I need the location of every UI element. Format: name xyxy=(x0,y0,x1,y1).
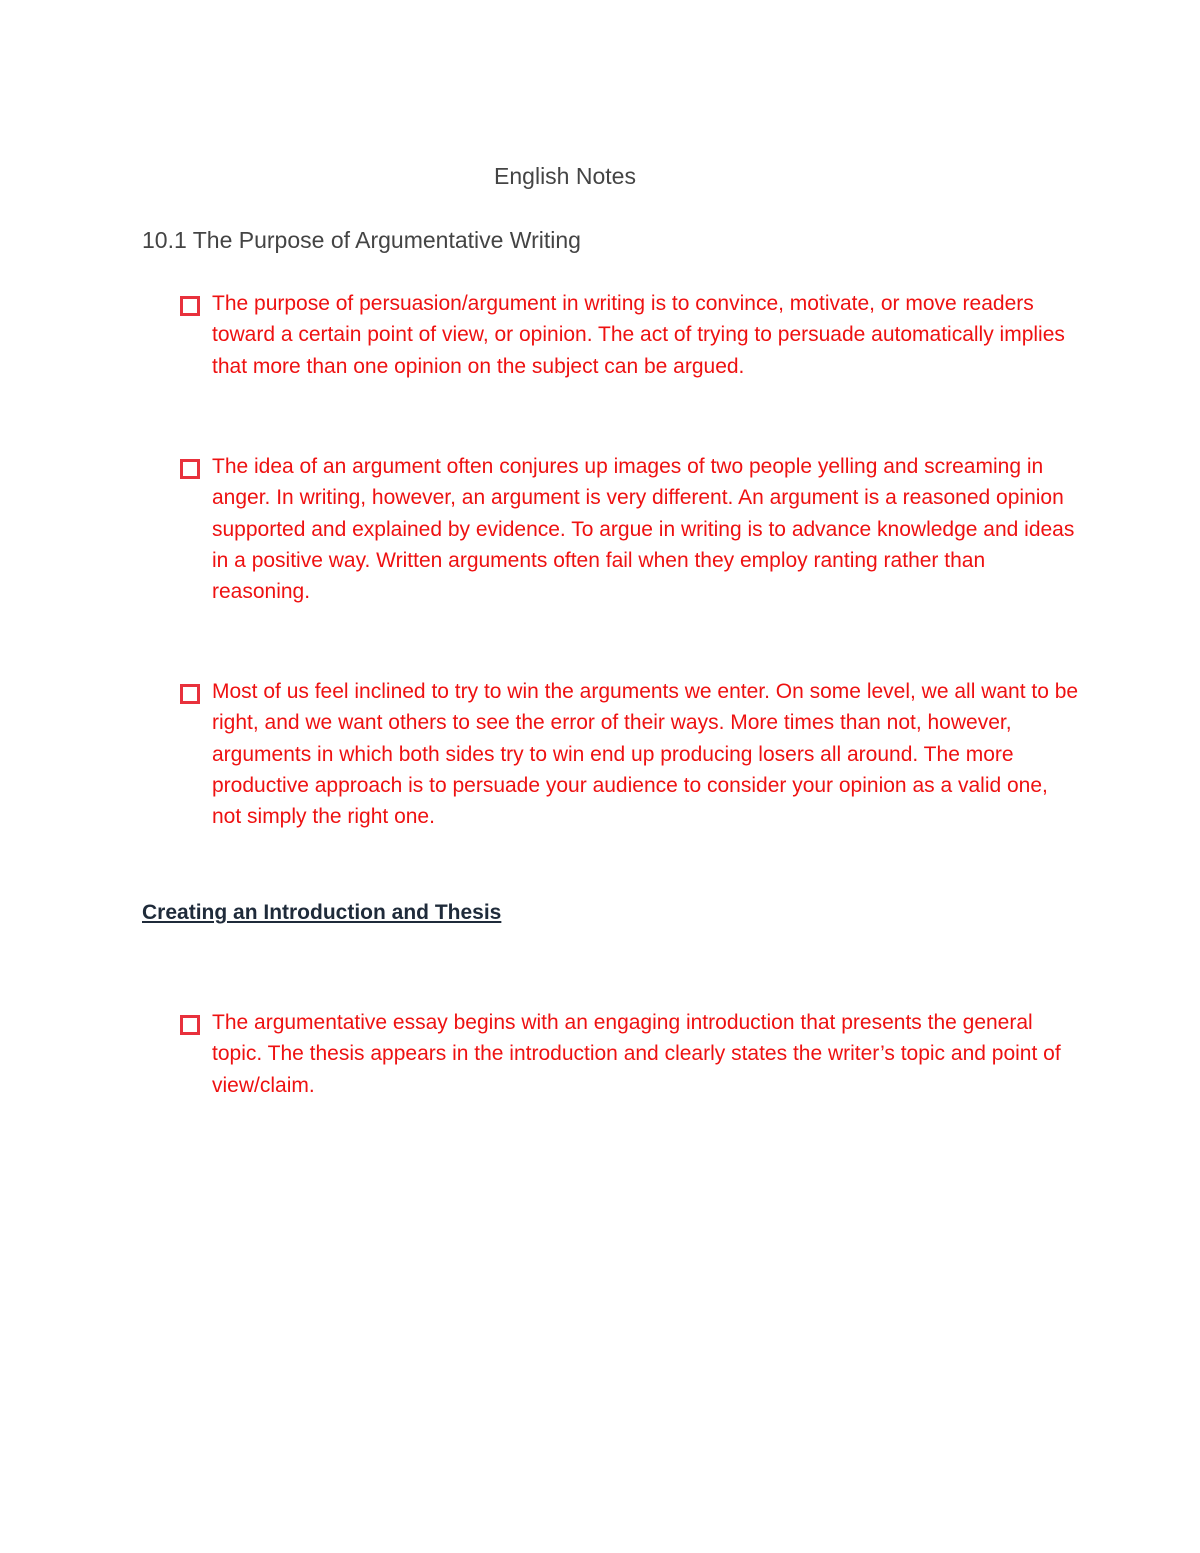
bullet-item xyxy=(180,1007,1080,1101)
checkbox-icon xyxy=(180,1015,200,1035)
checkbox-icon xyxy=(180,296,200,316)
bullet-item xyxy=(180,451,1080,607)
bullet-item xyxy=(180,676,1080,832)
subheading: Creating an Introduction and Thesis xyxy=(142,901,502,924)
bullet-text: Most of us feel inclined to try to win the arguments we enter. On some level, we all want to be right, and we want others to see the error of their ways. More times than not, however, arguments in which both sides try to win end up producing losers all around. The more productive approach is to persuade your audience to consider your opinion as a valid one, not simply the right one. xyxy=(212,680,1079,829)
document-title: English Notes xyxy=(494,163,636,189)
bullet-text: The purpose of persuasion/argument in writing is to convince, motivate, or move readers toward a certain point of view, or opinion. The act of trying to persuade automatically implies that more than one opinion on the subject can be argued. xyxy=(212,292,1065,378)
checkbox-icon xyxy=(180,684,200,704)
bullet-text: The idea of an argument often conjures up images of two people yelling and screaming in anger. In writing, however, an argument is very different. An argument is a reasoned opinion supported and explained by evidence. To argue in writing is to advance knowledge and ideas in a positive way. Written arguments often fail when they employ ranting rather than reasoning. xyxy=(212,455,1075,604)
section-heading: 10.1 The Purpose of Argumentative Writing xyxy=(142,227,581,253)
bullet-item xyxy=(180,288,1080,382)
checkbox-icon xyxy=(180,459,200,479)
bullet-text: The argumentative essay begins with an engaging introduction that presents the general topic. The thesis appears in the introduction and clearly states the writer’s topic and point of view/claim. xyxy=(212,1011,1061,1097)
